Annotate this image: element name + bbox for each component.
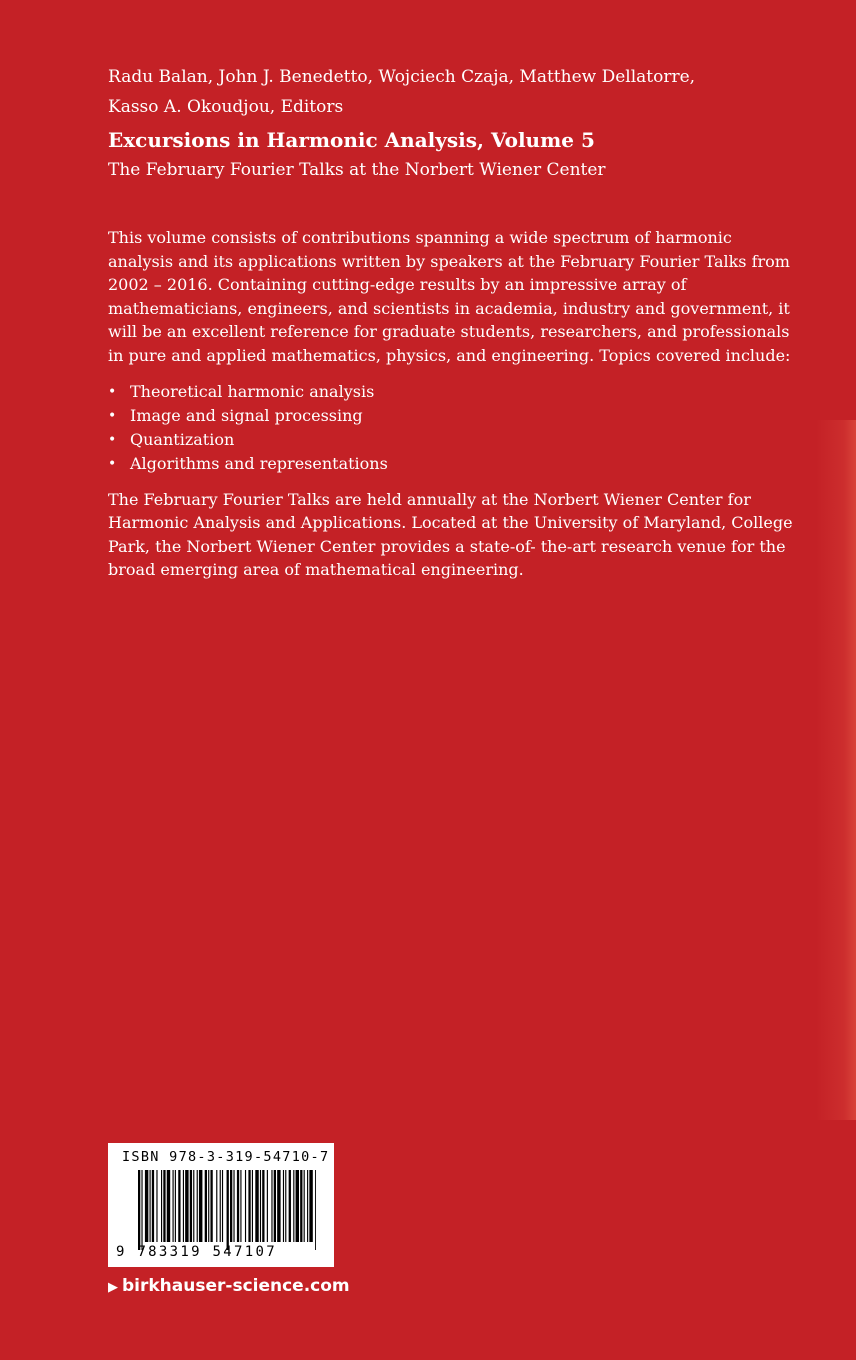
barcode-bar: [210, 1170, 212, 1242]
barcode-bar: [208, 1170, 209, 1242]
publisher-link[interactable]: [108, 1276, 350, 1296]
book-header: [108, 62, 808, 185]
barcode-bar: [304, 1170, 305, 1242]
barcode-bar: [222, 1170, 223, 1242]
barcode-bar: [173, 1170, 174, 1242]
barcode-bar: [267, 1170, 268, 1242]
barcode-bar: [178, 1170, 180, 1242]
barcode-bar: [230, 1170, 232, 1242]
barcode-bar: [167, 1170, 170, 1242]
barcode-bar: [296, 1170, 299, 1242]
barcode-bar: [252, 1170, 253, 1242]
barcode-bar: [307, 1170, 308, 1242]
topic-item: [108, 404, 798, 428]
edge-glow-decoration: [816, 420, 856, 1120]
barcode-bar: [240, 1170, 241, 1242]
topic-item: [108, 428, 798, 452]
barcode-bar: [199, 1170, 202, 1242]
isbn-label: ISBN 978-3-319-54710-7: [122, 1149, 330, 1165]
barcode-bar: [161, 1170, 162, 1242]
barcode-bar: [315, 1170, 316, 1250]
topic-label: Theoretical harmonic analysis: [130, 381, 375, 401]
editors-line-2: Kasso A. Okoudjou, Editors: [108, 97, 344, 117]
book-title: Excursions in Harmonic Analysis, Volume 5: [108, 128, 595, 152]
bullet-icon: •: [108, 407, 117, 424]
publisher-url: birkhauser-science.com: [122, 1276, 350, 1296]
book-subtitle: The February Fourier Talks at the Norbert Wiener Center: [108, 160, 606, 180]
barcode-bar: [293, 1170, 294, 1242]
isbn-barcode: [108, 1143, 334, 1267]
barcode-bar: [175, 1170, 176, 1242]
barcode-bar: [255, 1170, 258, 1242]
barcode-bar: [262, 1170, 264, 1242]
barcode-bar: [145, 1170, 148, 1242]
barcode-bar: [183, 1170, 184, 1242]
barcode-bar: [220, 1170, 221, 1242]
barcode-bar: [289, 1170, 291, 1242]
barcode-bar: [185, 1170, 188, 1242]
topic-label: Algorithms and representations: [130, 453, 388, 473]
barcode-bar: [285, 1170, 286, 1242]
barcode-bar: [156, 1170, 157, 1242]
barcode-bar: [152, 1170, 154, 1242]
bullet-icon: •: [108, 383, 117, 400]
topic-item: [108, 380, 798, 404]
bullet-icon: •: [108, 455, 117, 472]
barcode-bar: [283, 1170, 284, 1242]
barcode-digits: 9 783319 547107: [116, 1244, 277, 1260]
closing-paragraph: The February Fourier Talks are held annually at the Norbert Wiener Center for Harmonic Analysis and Applications. Located at the University of Maryland, College Park, the Norbert Wiener Center provides a state-of- the-art research venue for the broad emerging area of mathematical engineering.: [108, 489, 793, 580]
barcode-bar: [260, 1170, 261, 1242]
barcode-bar: [237, 1170, 239, 1242]
topic-label: Image and signal processing: [130, 405, 363, 425]
barcode-bar: [150, 1170, 151, 1242]
arrow-right-icon: ▶: [108, 1280, 118, 1295]
barcode-bar: [193, 1170, 194, 1242]
barcode-bar: [274, 1170, 276, 1242]
barcode-bar: [163, 1170, 165, 1242]
barcode-bar: [300, 1170, 302, 1242]
editors: [108, 62, 808, 122]
intro-paragraph: This volume consists of contributions spanning a wide spectrum of harmonic analysis and its applications written by speakers at the February Fourier Talks from 2002 – 2016. Containing cutting-edge results by an impressive array of mathematicians, engineers, and scientists in academia, industry and government, it will be an excellent reference for graduate students, researchers, and professionals in pure and applied mathematics, physics, and engineering. Topics covered include:: [108, 228, 791, 365]
bullet-icon: •: [108, 431, 117, 448]
barcode-bar: [271, 1170, 272, 1242]
barcode-bar: [309, 1170, 312, 1242]
barcode-bar: [233, 1170, 234, 1242]
barcode-bar: [197, 1170, 198, 1242]
description: [108, 226, 798, 582]
barcode-bar: [205, 1170, 207, 1242]
barcode-bar: [227, 1170, 229, 1250]
barcode-bar: [248, 1170, 250, 1242]
barcode-bar: [190, 1170, 192, 1242]
barcode-bar: [138, 1170, 140, 1250]
topic-label: Quantization: [130, 429, 235, 449]
barcode-bar: [245, 1170, 246, 1242]
barcode-bar: [216, 1170, 217, 1242]
barcode-bars: [138, 1170, 316, 1250]
barcode-bar: [277, 1170, 280, 1242]
editors-line-1: Radu Balan, John J. Benedetto, Wojciech Czaja, Matthew Dellatorre,: [108, 67, 696, 87]
topics-list: [108, 380, 798, 476]
barcode-bar: [141, 1170, 142, 1250]
topic-item: [108, 452, 798, 476]
